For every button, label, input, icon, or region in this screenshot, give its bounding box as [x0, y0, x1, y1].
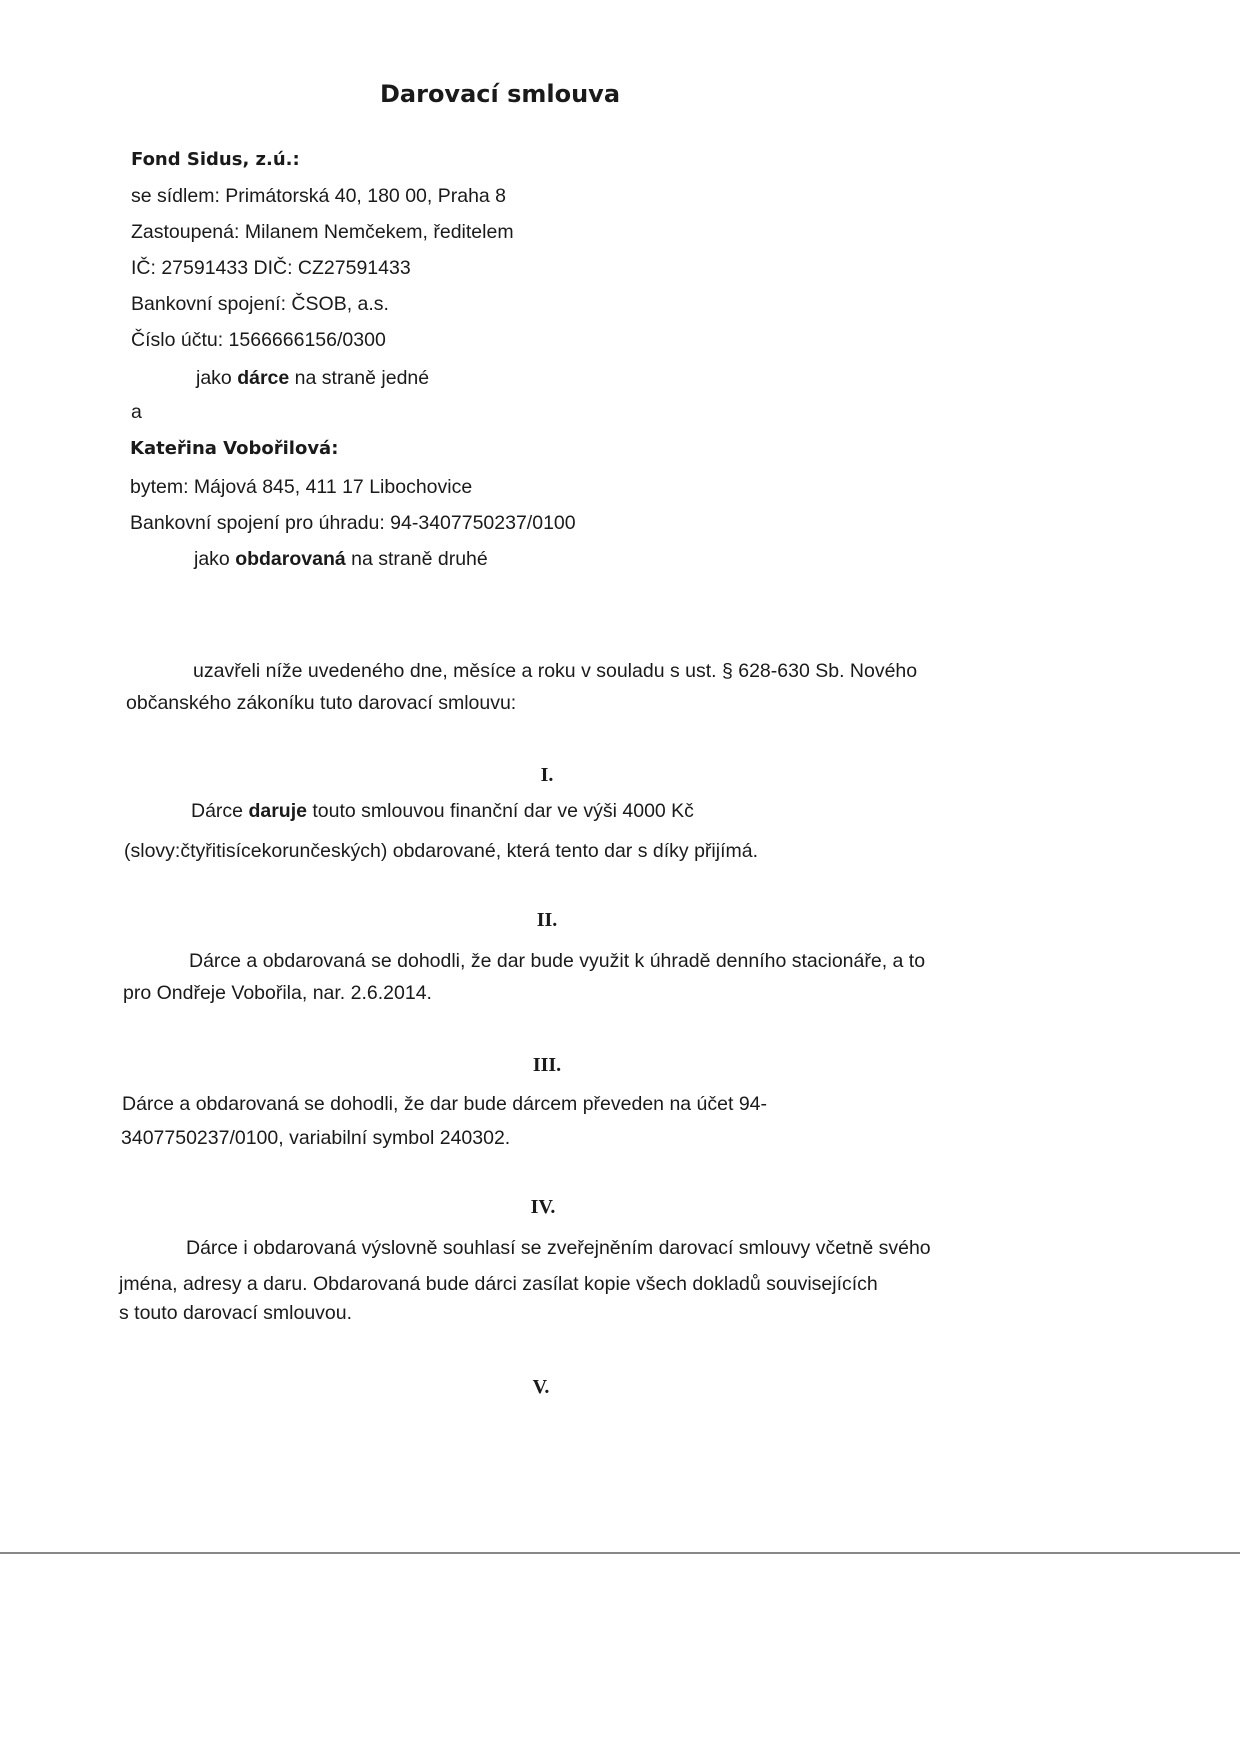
text-post: touto smlouvou finanční dar ve výši 4000 Kč [306, 800, 694, 822]
role-bold: obdarovaná [235, 548, 346, 570]
and-text: a [131, 401, 142, 423]
donor-role [196, 366, 429, 390]
section-4-line-1: Dárce i obdarovaná výslovně souhlasí se zveřejněním darovací smlouvy včetně svého [186, 1237, 931, 1259]
donor-account: Číslo účtu: 1566666156/0300 [131, 329, 386, 351]
page-edge-divider [0, 1552, 1240, 1554]
section-number: I. [540, 764, 554, 786]
role-pre: jako [194, 548, 236, 570]
document-title: Darovací smlouva [379, 80, 621, 108]
section-1-line-2: (slovy:čtyřitisícekorunčeských) obdarované, která tento dar s díky přijímá. [124, 840, 758, 862]
text-bold: daruje [248, 800, 307, 822]
intro-line-1: uzavřeli níže uvedeného dne, měsíce a roku v souladu s ust. § 628-630 Sb. Nového [193, 660, 918, 682]
donor-represented: Zastoupená: Milanem Nemčekem, ředitelem [131, 221, 514, 243]
donor-seat: se sídlem: Primátorská 40, 180 00, Praha 8 [131, 185, 507, 207]
donee-name: Kateřina Vobořilová: [130, 438, 339, 459]
section-4-line-2: jména, adresy a daru. Obdarovaná bude dárci zasílat kopie všech dokladů souvisejících [119, 1273, 878, 1295]
section-1-line-1 [191, 799, 694, 823]
donor-name: Fond Sidus, z.ú.: [131, 149, 300, 170]
section-number: V. [532, 1376, 550, 1398]
section-3-line-1: Dárce a obdarovaná se dohodli, že dar bude dárcem převeden na účet 94- [122, 1093, 768, 1115]
section-number: III. [532, 1054, 562, 1076]
section-3-line-2: 3407750237/0100, variabilní symbol 240302. [121, 1127, 511, 1149]
donee-role [194, 547, 488, 571]
role-post: na straně jedné [289, 367, 430, 389]
section-number: IV. [530, 1196, 556, 1218]
section-2-line-1: Dárce a obdarovaná se dohodli, že dar bude využit k úhradě denního stacionáře, a to [189, 950, 926, 972]
section-2-line-2: pro Ondřeje Vobořila, nar. 2.6.2014. [123, 982, 432, 1004]
donee-bank: Bankovní spojení pro úhradu: 94-3407750237/0100 [130, 512, 576, 534]
donee-address: bytem: Májová 845, 411 17 Libochovice [130, 476, 473, 498]
donor-ids: IČ: 27591433 DIČ: CZ27591433 [131, 257, 411, 279]
role-post: na straně druhé [345, 548, 488, 570]
donor-bank: Bankovní spojení: ČSOB, a.s. [131, 293, 389, 315]
section-number: II. [536, 909, 558, 931]
text-pre: Dárce [191, 800, 249, 822]
section-4-line-3: s touto darovací smlouvou. [119, 1302, 353, 1324]
role-pre: jako [196, 367, 238, 389]
role-bold: dárce [237, 367, 290, 389]
intro-line-2: občanského zákoníku tuto darovací smlouvu: [126, 692, 517, 714]
